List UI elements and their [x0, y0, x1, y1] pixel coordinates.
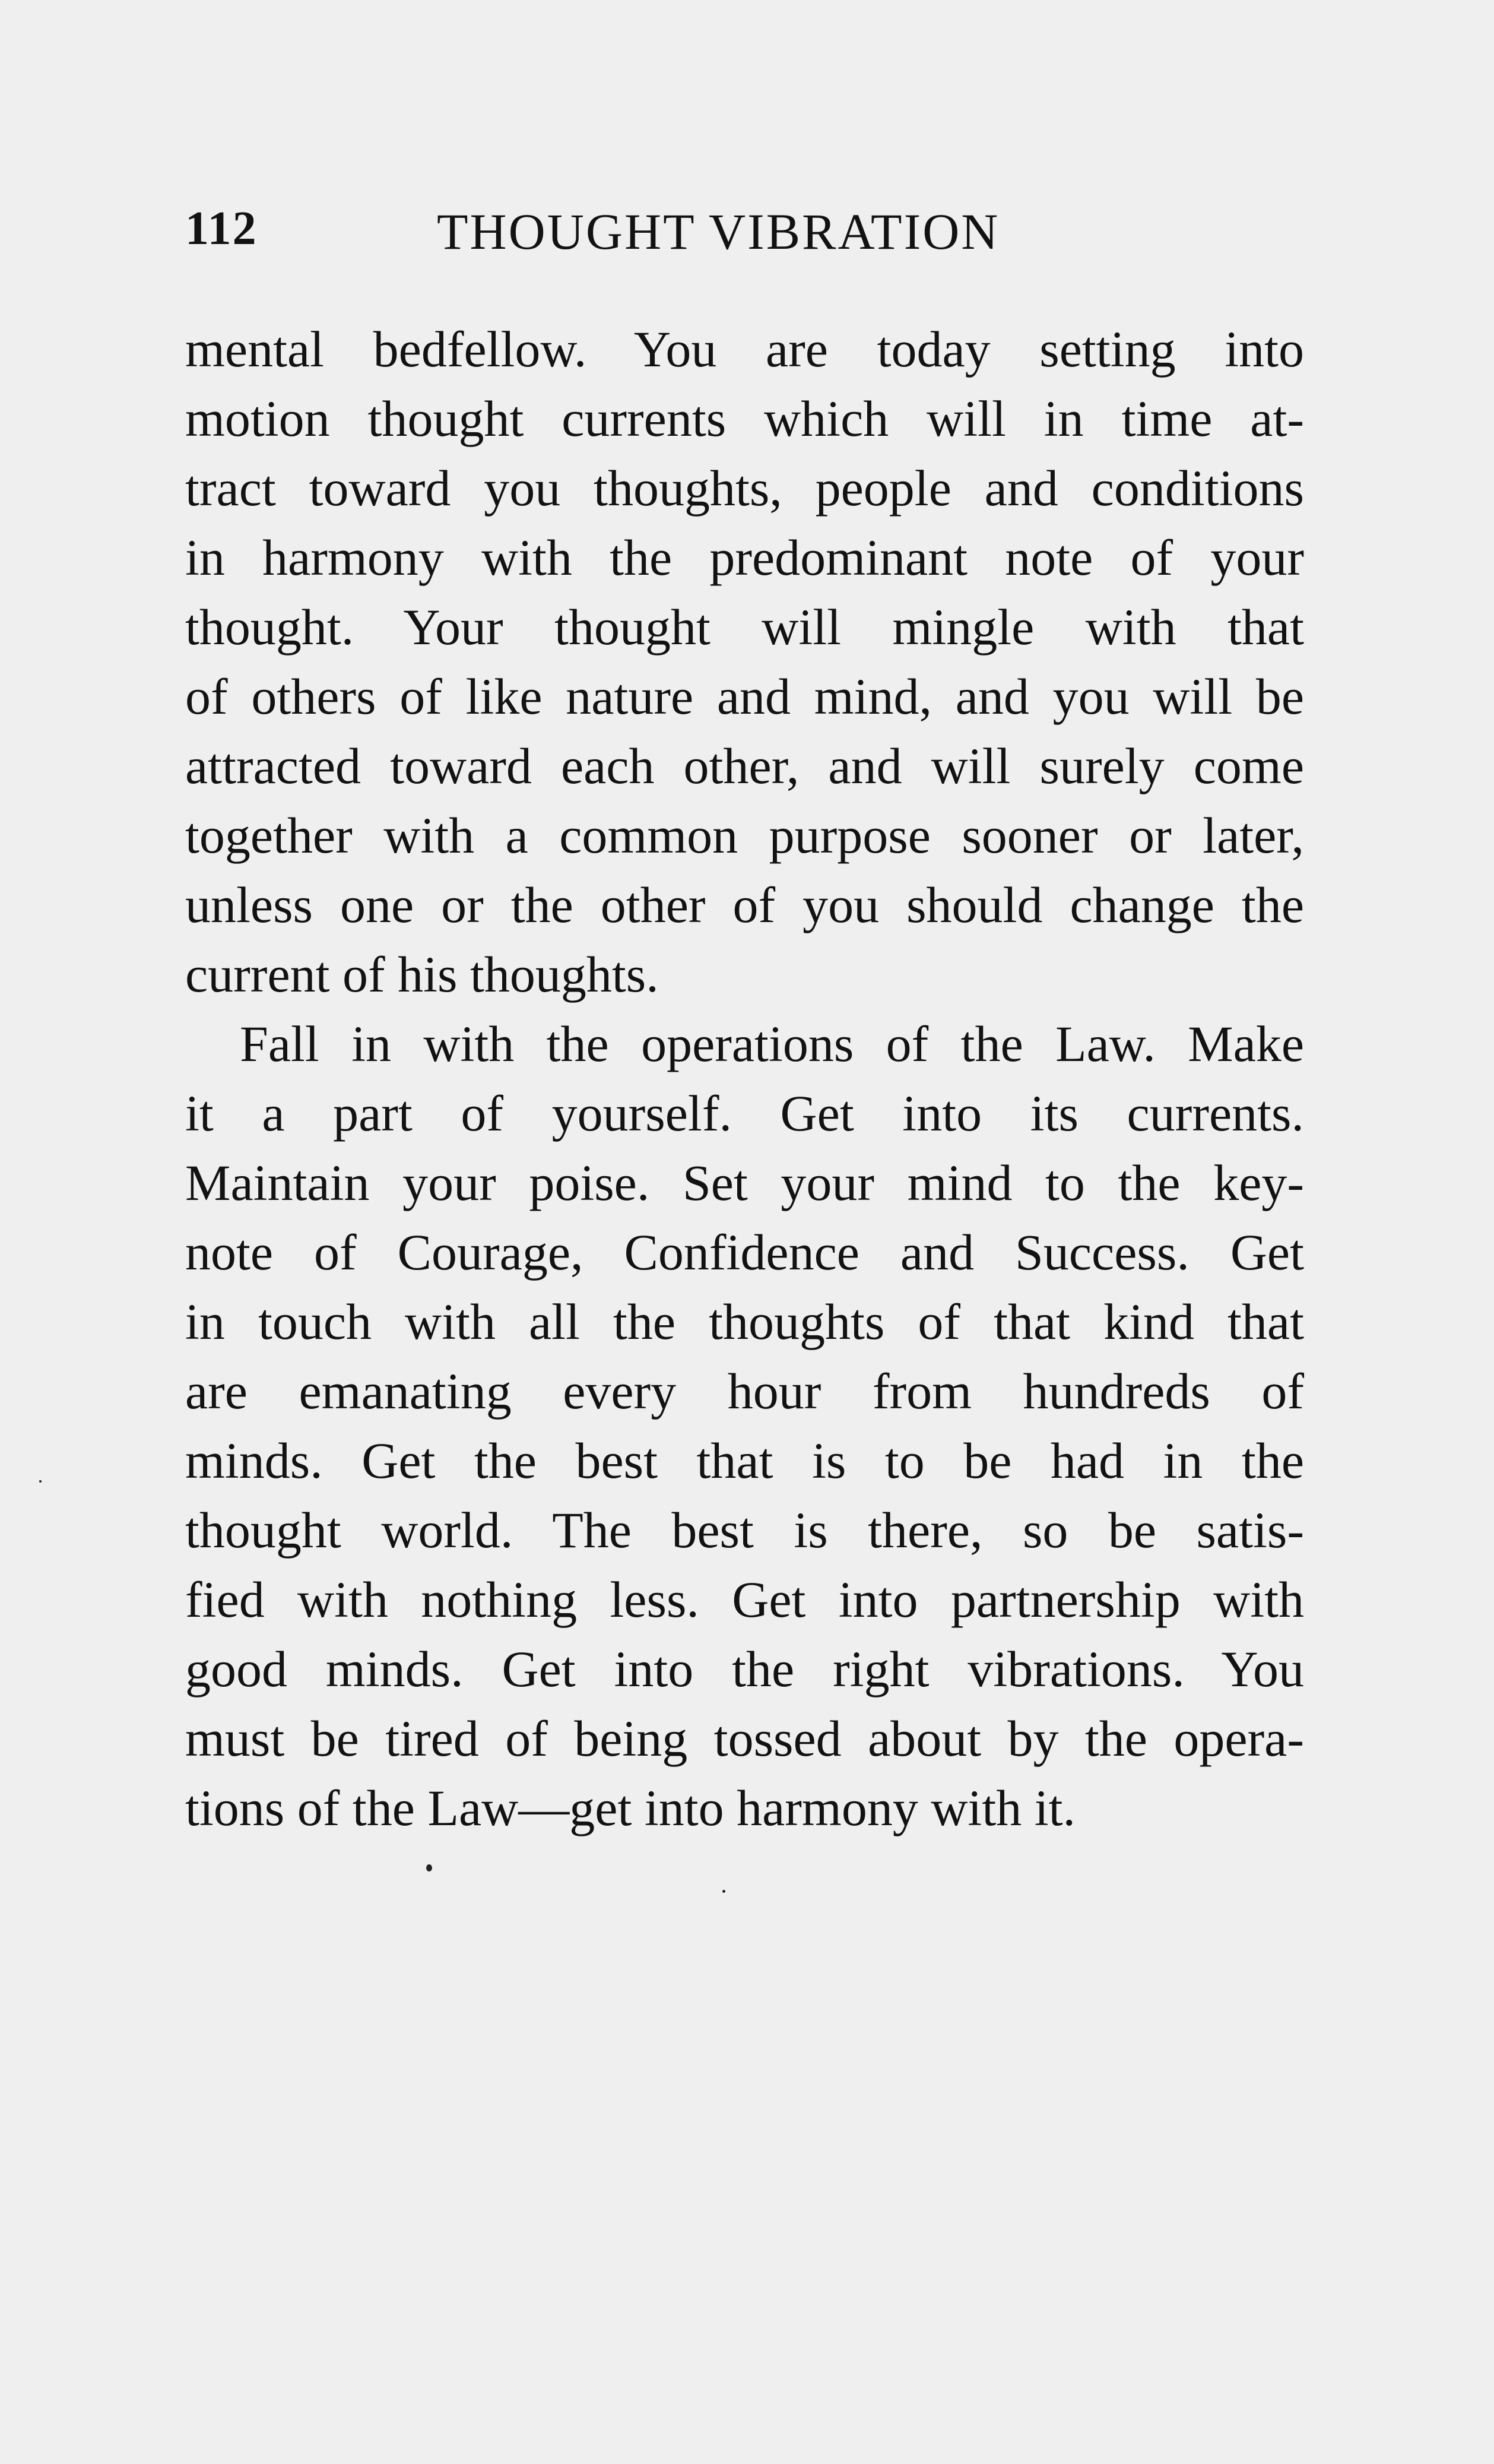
running-header: [185, 202, 1304, 267]
text-line: Maintain your poise. Set your mind to the key-: [185, 1154, 1304, 1211]
text-line: unless one or the other of you should change the: [185, 876, 1304, 933]
text-line: are emanating every hour from hundreds of: [185, 1363, 1304, 1420]
text-line: of others of like nature and mind, and you will be: [185, 668, 1304, 725]
ink-speck: [426, 1864, 432, 1871]
page-body: [185, 315, 1304, 1843]
text-line: in harmony with the predominant note of your: [185, 529, 1304, 586]
running-title: THOUGHT VIBRATION: [437, 203, 1000, 260]
ink-speck: [39, 1480, 42, 1483]
page-number: 112: [185, 202, 258, 255]
text-line: Fall in with the operations of the Law. Make: [240, 1015, 1304, 1072]
ink-speck: [722, 1890, 725, 1893]
text-line: mental bedfellow. You are today setting into: [185, 321, 1304, 378]
text-line: current of his thoughts.: [185, 946, 659, 1003]
text-line: thought. Your thought will mingle with that: [185, 598, 1304, 655]
text-line: thought world. The best is there, so be satis-: [185, 1502, 1304, 1559]
text-line: motion thought currents which will in time at-: [185, 390, 1304, 447]
text-line: good minds. Get into the right vibrations. You: [185, 1640, 1304, 1697]
text-line: minds. Get the best that is to be had in the: [185, 1432, 1304, 1489]
text-line: attracted toward each other, and will surely come: [185, 737, 1304, 794]
paragraph: [185, 1009, 1304, 1843]
text-line: fied with nothing less. Get into partnership with: [185, 1571, 1304, 1628]
text-line: must be tired of being tossed about by the opera-: [185, 1710, 1304, 1767]
paragraph: [185, 315, 1304, 1009]
text-line: together with a common purpose sooner or later,: [185, 807, 1304, 864]
text-line: tions of the Law—get into harmony with it.: [185, 1779, 1076, 1836]
text-line: in touch with all the thoughts of that kind that: [185, 1293, 1304, 1350]
text-line: tract toward you thoughts, people and conditions: [185, 460, 1304, 517]
text-line: note of Courage, Confidence and Success. Get: [185, 1224, 1304, 1281]
text-line: it a part of yourself. Get into its currents.: [185, 1085, 1304, 1142]
